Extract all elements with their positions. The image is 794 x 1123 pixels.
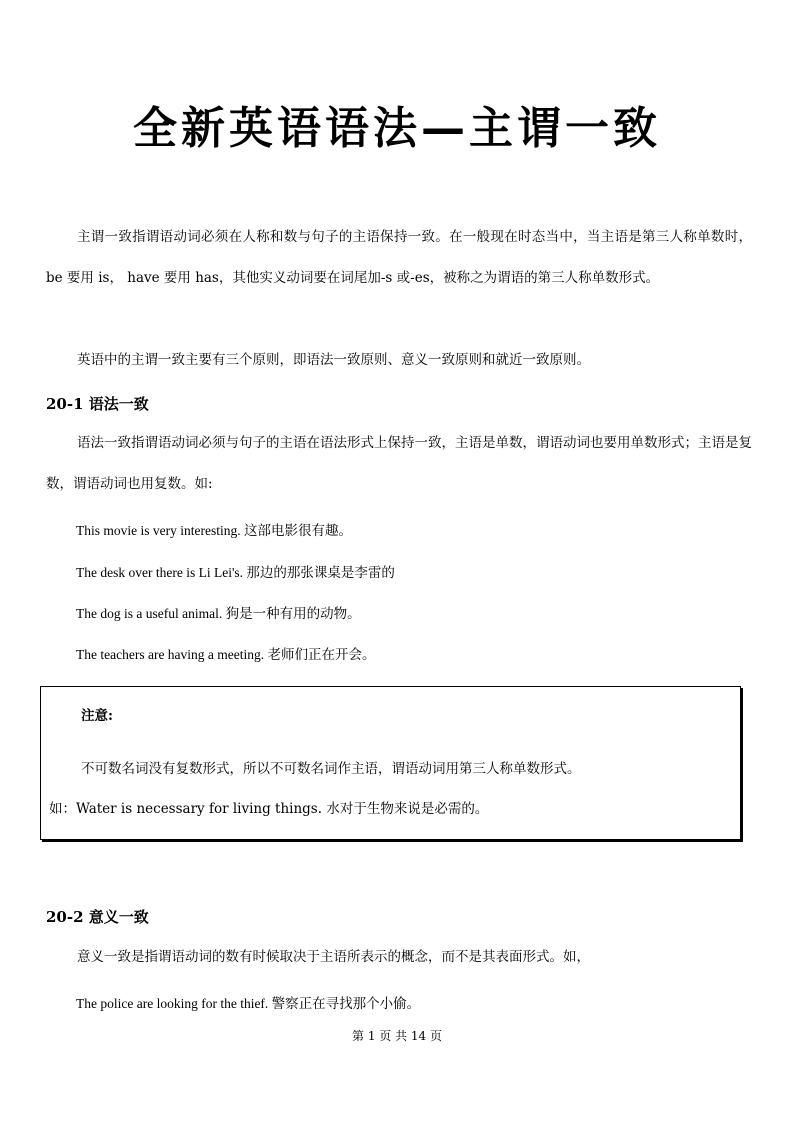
note-label: 注意:: [81, 708, 113, 724]
note-example: 如：Water is necessary for living things. 水对于生物来说是必需的。: [49, 801, 489, 817]
principles-paragraph: 英语中的主谓一致主要有三个原则，即语法一致原则、意义一致原则和就近一致原则。: [77, 352, 590, 368]
grammatical-agreement-paragraph: 语法一致指谓语动词必须与句子的主语在语法形式上保持一致，主语是单数，谓语动词也要用单数形式；主语是复数，谓语动词也用复数。如:: [46, 435, 752, 492]
example-sentence: This movie is very interesting. 这部电影很有趣。: [76, 523, 352, 538]
example-sentence: The police are looking for the thief. 警察正在寻找那个小偷。: [76, 996, 421, 1011]
notional-agreement-paragraph: 意义一致是指谓语动词的数有时候取决于主语所表示的概念，而不是其表面形式。如，: [77, 949, 590, 965]
page-footer: 第 1 页 共 14 页: [352, 1029, 442, 1043]
example-sentence: The desk over there is Li Lei's. 那边的那张课桌是李雷的: [76, 565, 395, 580]
note-box: [40, 686, 741, 840]
example-sentence: The dog is a useful animal. 狗是一种有用的动物。: [76, 606, 361, 621]
page-title: 全新英语语法—主谓一致: [133, 103, 661, 154]
section-heading-grammatical-agreement: 20-1 语法一致: [46, 395, 149, 413]
example-sentence: The teachers are having a meeting. 老师们正在开会。: [76, 647, 376, 662]
note-text: 不可数名词没有复数形式，所以不可数名词作主语，谓语动词用第三人称单数形式。: [81, 761, 581, 777]
intro-paragraph: 主谓一致指谓语动词必须在人称和数与句子的主语保持一致。在一般现在时态当中，当主语是第三人称单数时，be 要用 is， have 要用 has，其他实义动词要在词尾加-s 或-es，被称之为谓语的第三人称单数形式。: [46, 229, 752, 286]
section-heading-notional-agreement: 20-2 意义一致: [46, 908, 149, 926]
